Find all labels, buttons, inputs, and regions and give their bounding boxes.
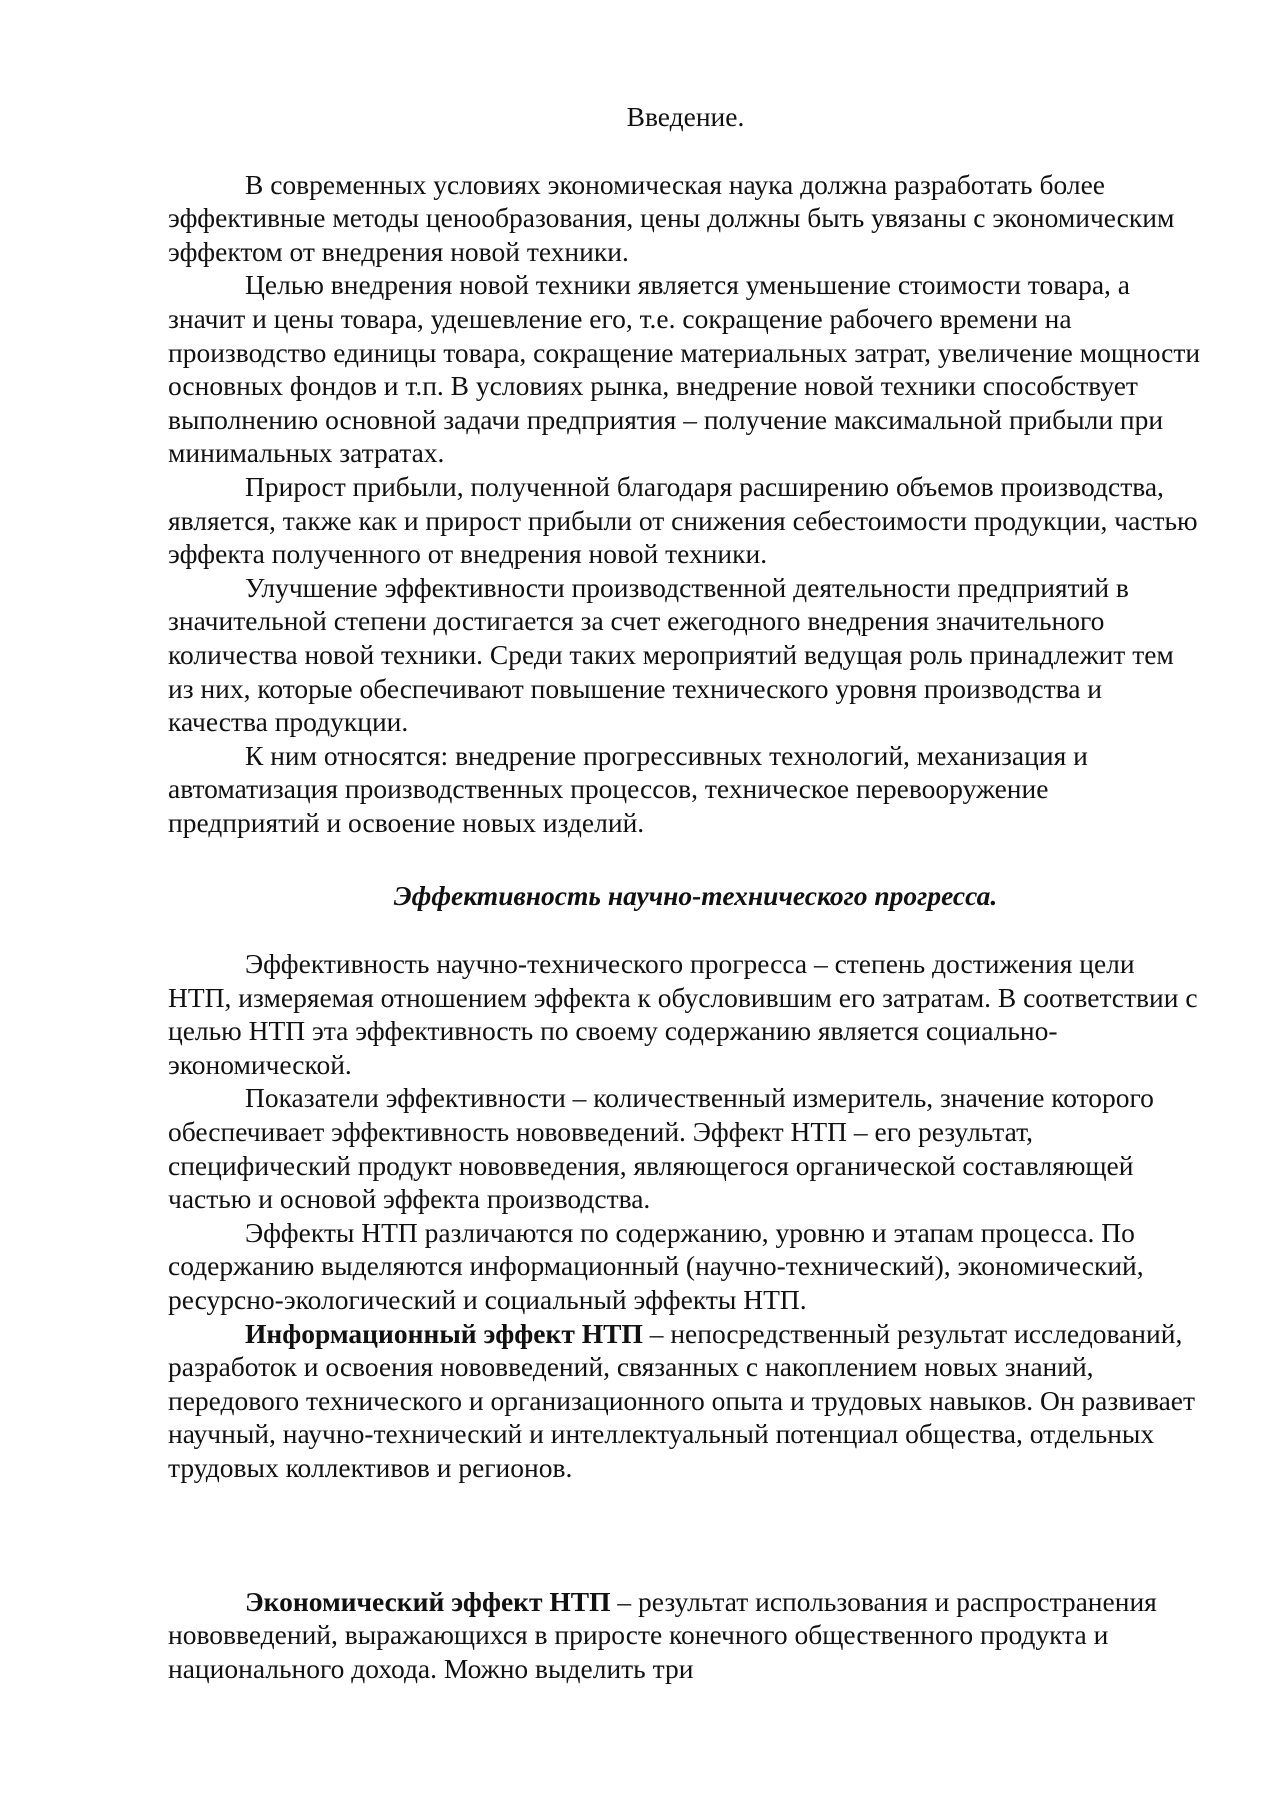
paragraph: Прирост прибыли, полученной благодаря расширению объемов производства, является, также как и прирост прибыли от снижения себестоимости продукции, частью эффекта полученного от внедрения новой техники.	[168, 470, 1198, 570]
paragraph: Эффекты НТП различаются по содержанию, уровню и этапам процесса. По содержанию выделяются информационный (научно-технический), экономический, ресурсно-экологический и социальный эффекты НТП.	[168, 1216, 1144, 1315]
paragraph: Целью внедрения новой техники является уменьшение стоимости товара, а значит и цены товара, удешевление его, т.е. сокращение рабочего времени на производство единицы товара, сокращение материальных затрат, увеличение мощности основных фондов и т.п. В условиях рынка, внедрение новой техники способствует выполнению основной задачи предприятия – получение максимальной прибыли при минимальных затратах.	[168, 269, 1201, 469]
section-heading: Эффективность научно-технического прогресса.	[393, 880, 998, 912]
paragraph: Эффективность научно-технического прогресса – степень достижения цели НТП, измеряемая отношением эффекта к обусловившим его затратам. В соответствии с целью НТП эта эффективность по своему содержанию является социально-экономической.	[168, 948, 1198, 1080]
econ-effect-term: Экономический эффект НТП	[245, 1585, 611, 1617]
paragraph: В современных условиях экономическая наука должна разработать более эффективные методы ценообразования, цены должны быть увязаны с экономическим эффектом от внедрения новой техники.	[168, 168, 1175, 267]
info-effect-text: – непосредственный результат исследований, разработок и освоения нововведений, связанных с накоплением новых знаний, передового технического и организационного опыта и трудовых навыков. Он развивает научный, научно-технический и интеллектуальный потенциал общества, отдельных трудовых коллективов и регионов.	[168, 1317, 1196, 1483]
document-title: Введение.	[626, 101, 745, 132]
document-body	[168, 100, 1203, 1685]
paragraph: К ним относятся: внедрение прогрессивных технологий, механизация и автоматизация производственных процессов, техническое перевооружение предприятий и освоение новых изделий.	[168, 739, 1088, 838]
info-effect-paragraph	[168, 1317, 1203, 1485]
econ-effect-paragraph	[168, 1585, 1203, 1686]
paragraph: Улучшение эффективности производственной деятельности предприятий в значительной степени достигается за счет ежегодного внедрения значительного количества новой техники. Среди таких мероприятий ведущая роль принадлежит тем из них, которые обеспечивают повышение технического уровня производства и качества продукции.	[168, 571, 1174, 738]
info-effect-term: Информационный эффект НТП	[245, 1317, 643, 1349]
paragraph: Показатели эффективности – количественный измеритель, значение которого обеспечивает эффективность нововведений. Эффект НТП – его результат, специфический продукт нововведения, являющегося органической составляющей частью и основой эффекта производства.	[168, 1082, 1154, 1215]
econ-effect-text: – результат использования и распространения нововведений, выражающихся в приросте конечного общественного продукта и национального дохода. Можно выделить три	[168, 1585, 1157, 1684]
blank-space	[168, 1485, 1203, 1585]
